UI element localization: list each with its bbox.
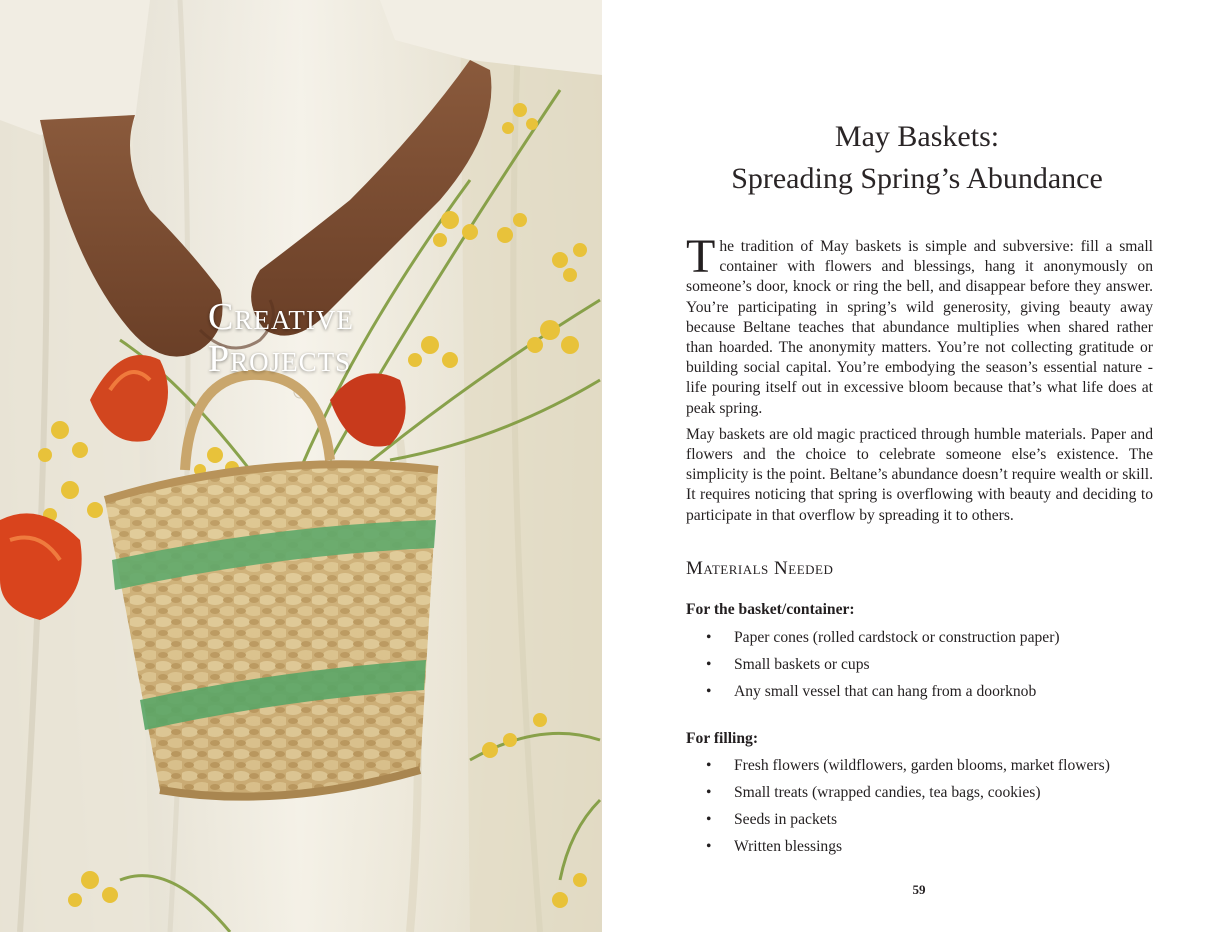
bullet-icon: •	[706, 757, 712, 774]
group-label-filling: For filling:	[686, 730, 759, 747]
section-label-line-1: Creative	[208, 296, 354, 338]
drop-cap: T	[686, 230, 716, 283]
page-title	[662, 116, 1172, 200]
section-label-line-2: Projects	[208, 338, 352, 380]
bullet-icon: •	[706, 683, 712, 700]
paragraph-1-text: he tradition of May baskets is simple and subversive: fill a small container with flowers and blessings, hang it anonymously on someone’s door, knock or ring the bell, and disappear before they answer. You’re participating in spring’s wild generosity, giving beauty away because Beltane teaches that abundance multiplies when shared rather than hoarded. The anonymity matters. You’re not collecting gratitude or building social capital. You’re embodying the season’s essential nature - life pouring itself out in excessive bloom because that’s what life does at peak spring.	[686, 238, 1153, 417]
bullet-icon: •	[706, 656, 712, 673]
group-label-container: For the basket/container:	[686, 601, 855, 618]
bullet-icon: •	[706, 838, 712, 855]
title-line-1: May Baskets:	[834, 120, 1000, 153]
page-number: 59	[912, 882, 926, 897]
paragraph-1	[686, 230, 1153, 419]
materials-heading: Materials Needed	[686, 558, 834, 579]
left-page-photo	[0, 0, 602, 932]
title-line-2: Spreading Spring’s Abundance	[731, 162, 1103, 195]
body-text	[686, 230, 1153, 532]
bullet-icon: •	[706, 784, 712, 801]
basket-photo-illustration	[0, 0, 602, 932]
right-page-text: May Baskets: Spreading Spring’s Abundance The tradition of May baskets is simple and subversive: fill a small container with flowers and blessings, hang it anonymously on someone’s door, knock or ring the bell, and disappear before they answer. You’re participating in spring’s wild generosity, giving beauty away because Beltane teaches that abundance multiplies when shared rather than hoarded. The anonymity matters. You’re not collecting gratitude or building social capital. You’re embodying the season’s essential nature - life pouring itself out in excessive bloom because that’s what life does at peak spring. May baskets are old magic practiced through humble materials. Paper and flowers and the choice to celebrate someone else’s existence. The simplicity is the point. Beltane’s abundance doesn’t require wealth or skill. It requires noticing that spring is overflowing with beauty and deciding to participate in that overflow by spreading it to others. Materials Needed For the basket/container: • Paper cones (rolled cardstock or construction paper) • Small baskets or cups • Any small vessel that can hang from a doorknob For filling: • Fresh flowers (wildflowers, garden blooms, market flowers) • Small treats (wrapped candies, tea bags, cookies) • Seeds in packets • Written blessings 59	[602, 0, 1208, 932]
section-label-creative-projects	[208, 296, 354, 380]
bullet-icon: •	[706, 811, 712, 828]
paragraph-2: May baskets are old magic practiced through humble materials. Paper and flowers and the choice to celebrate someone else’s existence. The simplicity is the point. Beltane’s abundance doesn’t require wealth or skill. It requires noticing that spring is overflowing with beauty and deciding to participate in that overflow by spreading it to others.	[686, 425, 1153, 524]
bullet-icon: •	[706, 629, 712, 646]
